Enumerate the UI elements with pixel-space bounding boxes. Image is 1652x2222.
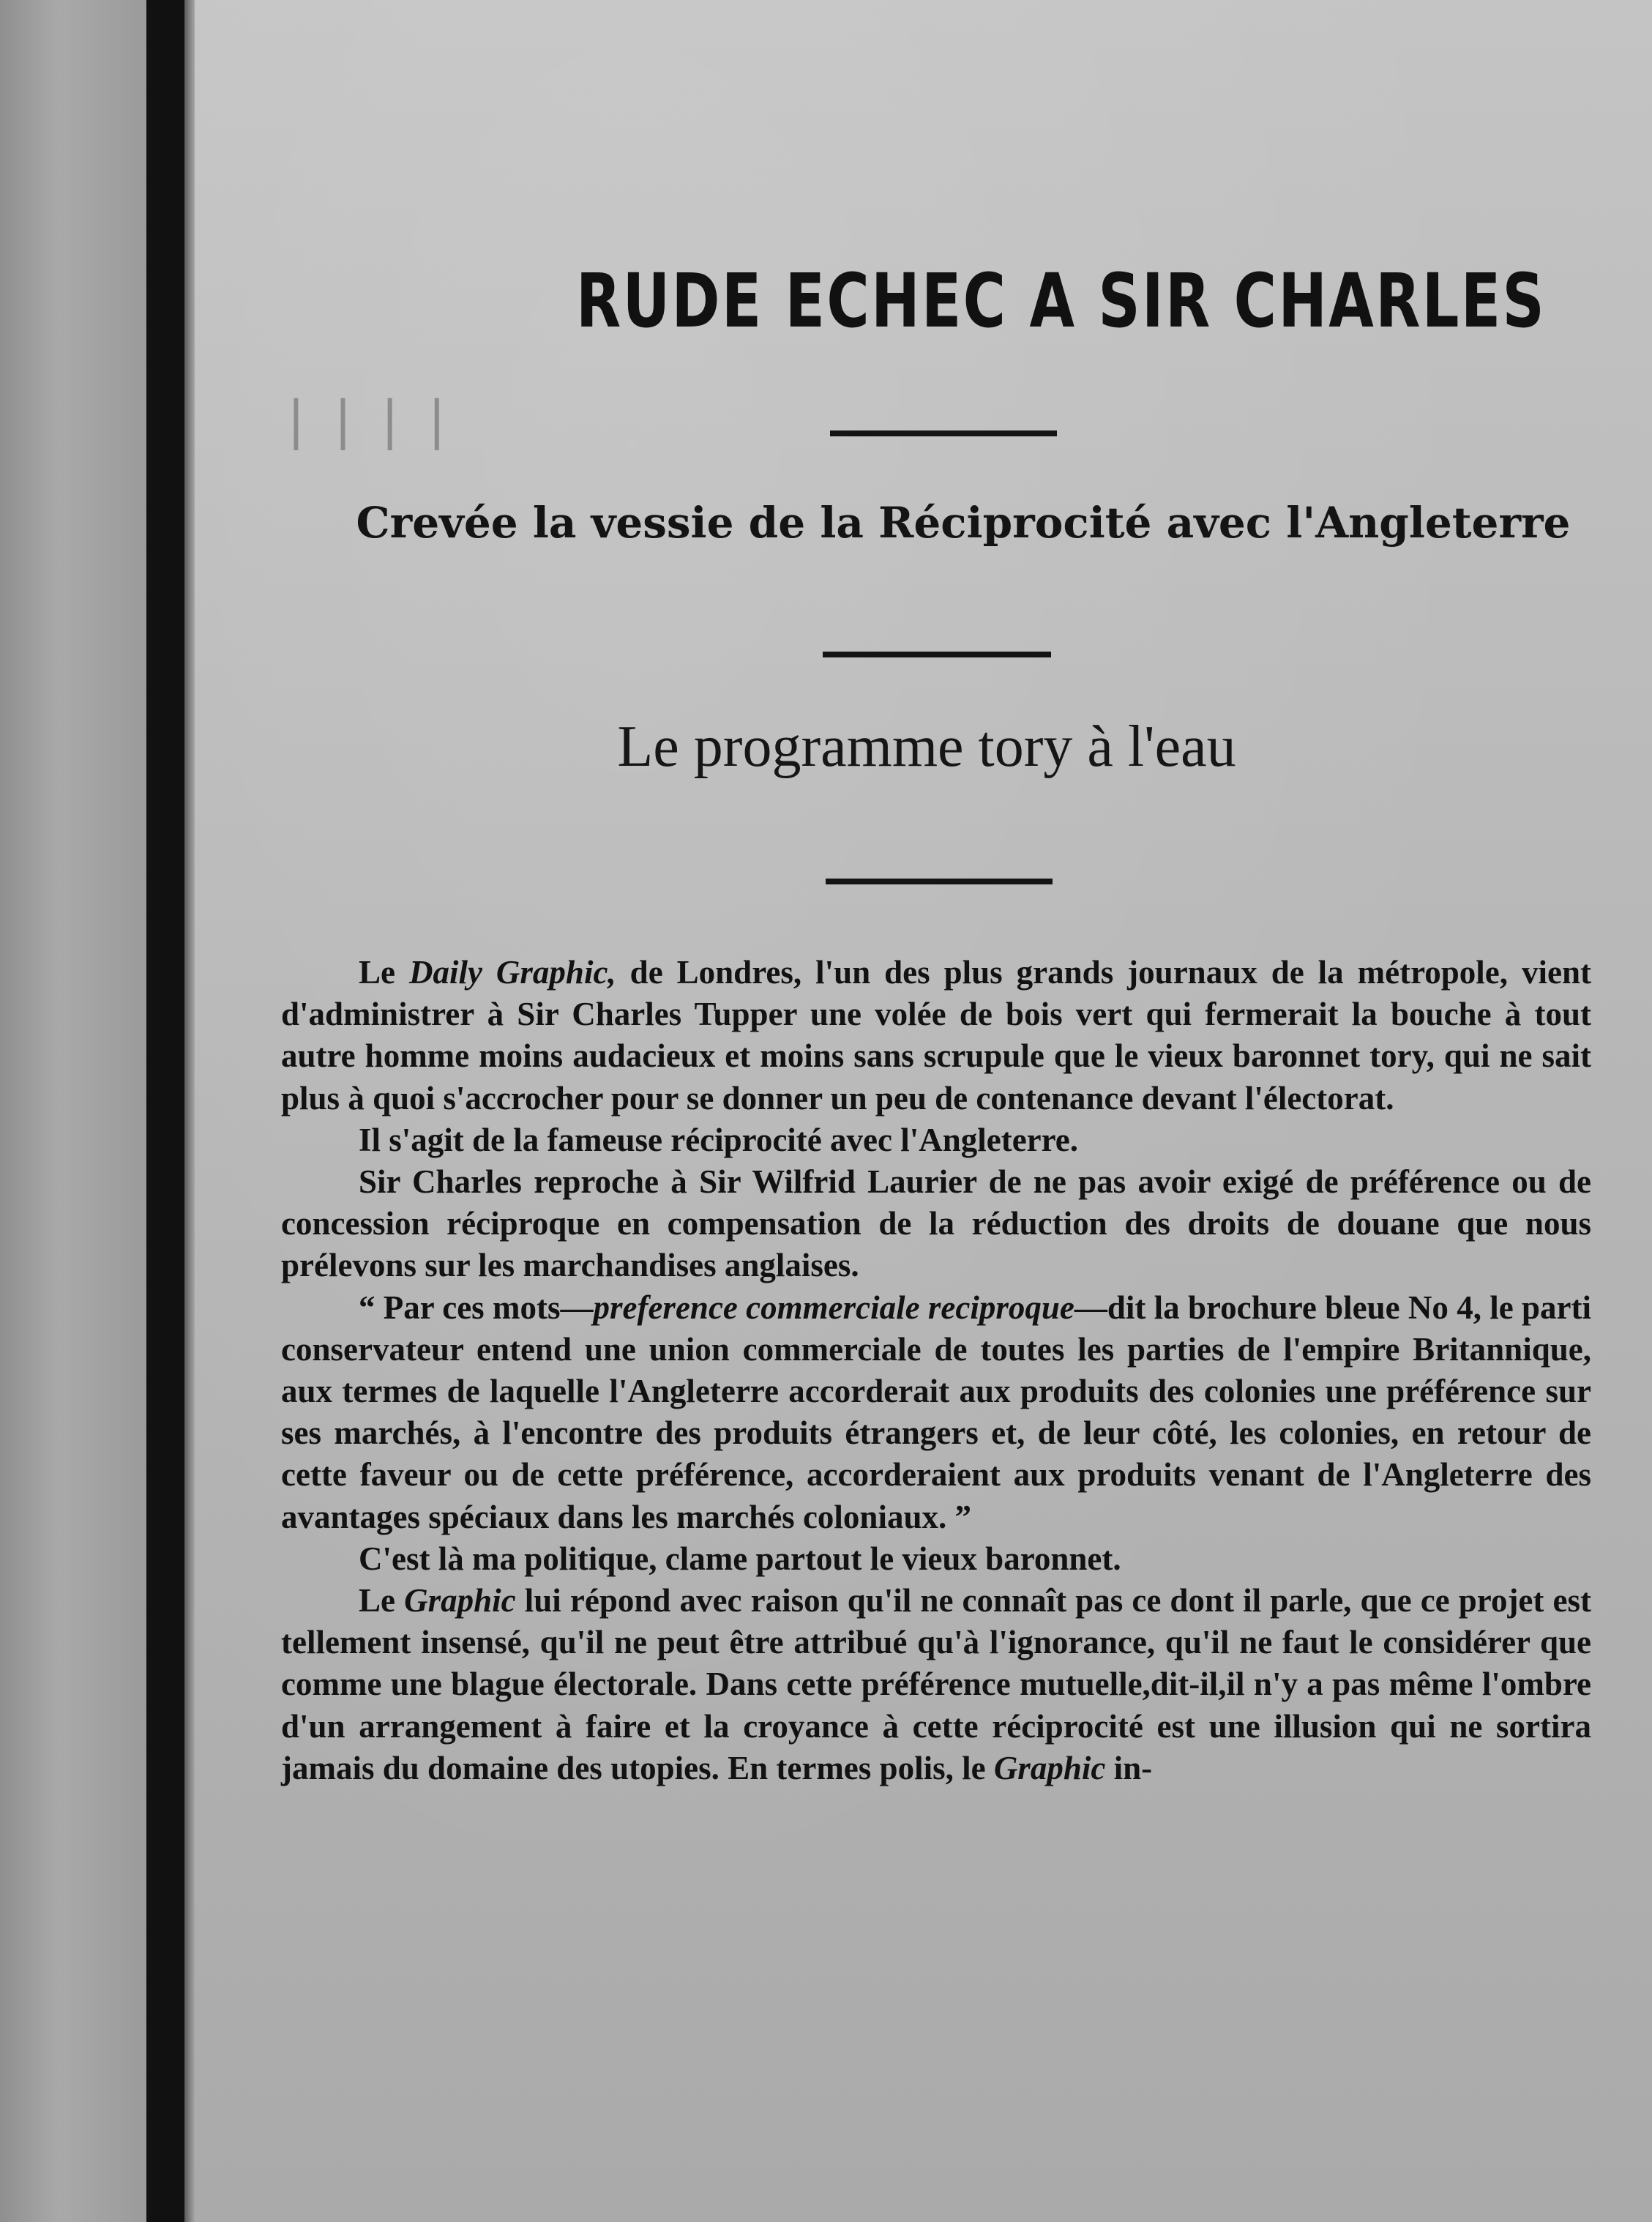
paragraph-text: Sir Charles reproche à Sir Wilfrid Laurier de ne pas avoir exigé de préférence ou de concession réciproque en compensation de la réduction des droits de douane que nous prélevons sur les marchandises anglaises. — [281, 1163, 1591, 1284]
article-paragraph — [281, 1119, 1591, 1161]
article-body — [281, 952, 1591, 1789]
paragraph-text: lui répond avec raison qu'il ne connaît pas ce dont il parle, que ce projet est tellement insensé, qu'il ne peut être attribué qu'à l'ignorance, qu'il ne faut le considérer que comme une blague électorale. Dans cette préférence mutuelle,dit-il,il n'y a pas même l'ombre d'un arrangement à faire et la croyance à cette réciprocité est une illusion qui ne sortira jamais du domaine des utopies. En termes polis, le — [281, 1582, 1591, 1786]
paragraph-text: “ Par ces mots— — [359, 1289, 594, 1326]
italic-text: preference commerciale reciproque — [593, 1289, 1074, 1326]
document-page — [195, 0, 1652, 2222]
article-paragraph — [281, 1538, 1591, 1580]
page-subtitle: Crevée la vessie de la Réciprocité avec l'Angleterre — [356, 498, 1571, 548]
article-paragraph — [281, 952, 1591, 1119]
paragraph-text: Le — [359, 954, 409, 991]
gutter-shadow — [184, 0, 195, 2222]
section-headline: Le programme tory à l'eau — [617, 715, 1236, 779]
italic-text: Daily Graphic, — [408, 954, 616, 991]
page-title: RUDE ECHEC A SIR CHARLES — [576, 258, 1547, 345]
italic-text: Graphic — [993, 1749, 1106, 1786]
binding-gutter — [146, 0, 184, 2222]
paragraph-text: de Londres, l'un des plus grands journaux de la métropole, vient d'administrer à Sir Charles Tupper une volée de bois vert qui fermerait la bouche à tout autre homme moins audacieux et moins sans scrupule que le vieux baronnet tory, qui ne sait plus à quoi s'accrocher pour se donner un peu de contenance devant l'électorat. — [281, 954, 1591, 1116]
divider-rule — [830, 430, 1057, 436]
facing-page-edge — [0, 0, 146, 2222]
ink-smudge-mark: ▏▏▏▏ — [294, 399, 482, 450]
paragraph-text: in- — [1105, 1749, 1153, 1786]
divider-rule — [823, 652, 1051, 657]
paragraph-text: Le — [359, 1582, 405, 1619]
paragraph-text: C'est là ma politique, clame partout le vieux baronnet. — [359, 1540, 1121, 1577]
divider-rule — [826, 879, 1053, 884]
paragraph-text: —dit la brochure bleue No 4, le parti conservateur entend une union commerciale de toutes les parties de l'empire Britannique, aux termes de laquelle l'Angleterre accorderait aux produits des colonies une préférence sur ses marchés, à l'encontre des produits étrangers et, de leur côté, les colonies, en retour de cette faveur ou de cette préférence, accorderaient aux produits venant de l'Angleterre des avantages spéciaux dans les marchés coloniaux. ” — [281, 1289, 1592, 1535]
article-paragraph — [281, 1287, 1591, 1538]
article-paragraph — [281, 1580, 1591, 1789]
article-paragraph — [281, 1161, 1591, 1287]
paragraph-text: Il s'agit de la fameuse réciprocité avec l'Angleterre. — [359, 1121, 1079, 1158]
italic-text: Graphic — [404, 1582, 516, 1619]
